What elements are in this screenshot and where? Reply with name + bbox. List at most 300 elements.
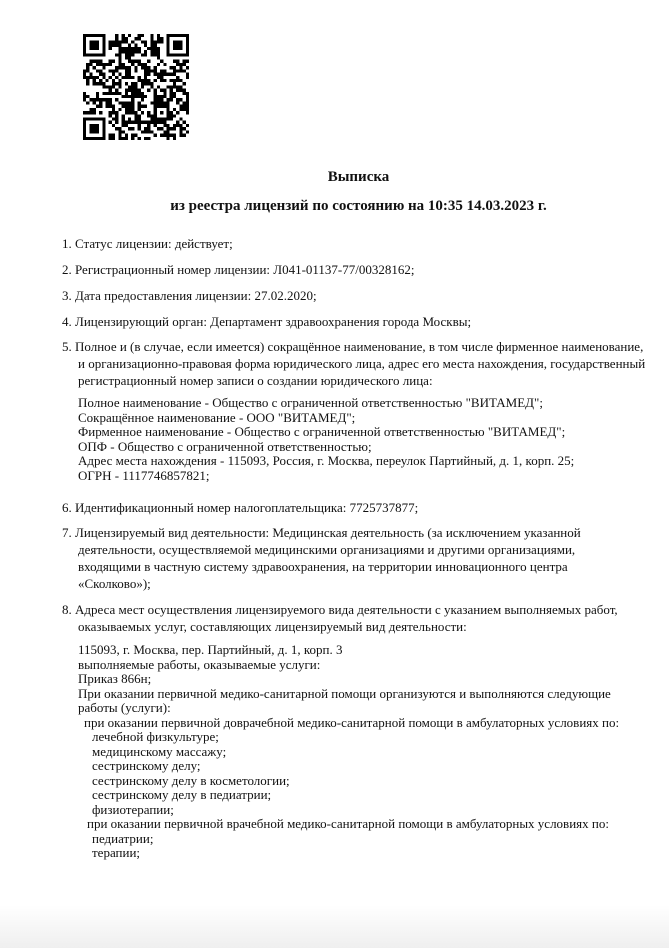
qr-module xyxy=(170,34,173,37)
qr-module xyxy=(154,40,157,43)
qr-module xyxy=(93,118,96,121)
qr-module xyxy=(179,89,182,92)
qr-module xyxy=(134,69,137,72)
item-number: 2. xyxy=(62,262,72,277)
qr-module xyxy=(115,40,118,43)
qr-module xyxy=(122,37,125,40)
qr-module xyxy=(160,118,163,121)
qr-module xyxy=(150,121,153,124)
qr-module xyxy=(125,137,128,140)
qr-module xyxy=(173,137,176,140)
org-ogrn: ОГРН - 1117746857821; xyxy=(78,467,210,483)
qr-module xyxy=(118,79,121,82)
qr-module xyxy=(93,47,96,50)
qr-module xyxy=(167,47,170,50)
qr-module xyxy=(131,98,134,101)
qr-module xyxy=(115,89,118,92)
qr-module xyxy=(183,82,186,85)
qr-module xyxy=(163,105,166,108)
qr-module xyxy=(115,69,118,72)
qr-module xyxy=(118,92,121,95)
qr-module xyxy=(179,53,182,56)
qr-module xyxy=(122,47,125,50)
item-organization-names xyxy=(62,338,653,389)
qr-module xyxy=(144,137,147,140)
qr-module xyxy=(134,114,137,117)
qr-module xyxy=(115,44,118,47)
qr-module xyxy=(112,73,115,76)
qr-module xyxy=(109,63,112,66)
qr-module xyxy=(157,37,160,40)
qr-module xyxy=(150,53,153,56)
item-text: Адреса мест осуществления лицензируемого вида деятельности с указанием выполняемых работ, оказываемых услуг, составляющих лицензируемый вид деятельности: xyxy=(75,602,618,634)
qr-module xyxy=(183,63,186,66)
qr-module xyxy=(141,98,144,101)
qr-module xyxy=(150,101,153,104)
item-number: 3. xyxy=(62,288,72,303)
qr-module xyxy=(176,44,179,47)
qr-module xyxy=(83,124,86,127)
qr-module xyxy=(125,69,128,72)
qr-module xyxy=(163,95,166,98)
item-text: Лицензируемый вид деятельности: Медицинская деятельность (за исключением указанной деятельности, осуществляемой медицинскими организациями и другими организациями, входящими в частную систему здравоохранения, на территории инновационного центра «Сколково»); xyxy=(75,525,581,591)
qr-module xyxy=(93,101,96,104)
services-group-heading: при оказании первичной врачебной медико-санитарной помощи в амбулаторных условиях по: xyxy=(87,816,609,831)
qr-module xyxy=(179,40,182,43)
qr-module xyxy=(96,105,99,108)
qr-module xyxy=(122,34,125,37)
qr-module xyxy=(154,50,157,53)
qr-module xyxy=(141,130,144,133)
qr-module xyxy=(93,137,96,140)
qr-module xyxy=(86,118,89,121)
qr-module xyxy=(167,124,170,127)
qr-module xyxy=(102,134,105,137)
qr-module xyxy=(138,108,141,111)
qr-module xyxy=(83,73,86,76)
item-licensed-activity xyxy=(62,524,626,592)
qr-module xyxy=(86,63,89,66)
qr-module xyxy=(179,69,182,72)
item-text: Статус лицензии: действует; xyxy=(75,236,233,251)
qr-module xyxy=(150,44,153,47)
qr-module xyxy=(147,124,150,127)
qr-module xyxy=(167,85,170,88)
qr-module xyxy=(186,37,189,40)
qr-module xyxy=(131,63,134,66)
qr-module xyxy=(160,121,163,124)
qr-module xyxy=(179,130,182,133)
qr-module xyxy=(89,63,92,66)
qr-module xyxy=(99,137,102,140)
qr-module xyxy=(179,79,182,82)
qr-module xyxy=(93,76,96,79)
service-item: педиатрии; xyxy=(92,830,154,846)
org-short-name: Сокращённое наименование - ООО "ВИТАМЕД"; xyxy=(78,409,356,425)
qr-module xyxy=(157,85,160,88)
qr-module xyxy=(109,92,112,95)
qr-module xyxy=(83,130,86,133)
qr-module xyxy=(138,95,141,98)
qr-module xyxy=(147,130,150,133)
qr-module xyxy=(154,124,157,127)
qr-module xyxy=(154,69,157,72)
qr-module xyxy=(115,53,118,56)
qr-module xyxy=(179,63,182,66)
qr-module xyxy=(163,124,166,127)
qr-module xyxy=(115,34,118,37)
qr-module xyxy=(128,73,131,76)
qr-module xyxy=(144,76,147,79)
qr-module xyxy=(186,53,189,56)
qr-module xyxy=(183,92,186,95)
qr-module xyxy=(173,66,176,69)
item-issue-date xyxy=(62,287,652,304)
qr-module xyxy=(128,127,131,130)
qr-module xyxy=(160,101,163,104)
qr-module xyxy=(176,34,179,37)
qr-module xyxy=(173,127,176,130)
qr-module xyxy=(93,124,96,127)
qr-module xyxy=(157,40,160,43)
qr-module xyxy=(134,82,137,85)
qr-module xyxy=(128,118,131,121)
qr-module xyxy=(83,53,86,56)
qr-module xyxy=(122,101,125,104)
qr-module xyxy=(170,66,173,69)
qr-module xyxy=(176,60,179,63)
qr-module xyxy=(173,92,176,95)
qr-module xyxy=(170,95,173,98)
qr-module xyxy=(160,69,163,72)
service-item: физиотерапии; xyxy=(92,801,174,817)
qr-module xyxy=(138,118,141,121)
qr-module xyxy=(138,101,141,104)
qr-module xyxy=(99,63,102,66)
qr-module xyxy=(150,118,153,121)
qr-module xyxy=(125,121,128,124)
qr-module xyxy=(170,98,173,101)
qr-module xyxy=(112,44,115,47)
qr-module xyxy=(157,53,160,56)
qr-module xyxy=(131,121,134,124)
qr-module xyxy=(118,82,121,85)
qr-module xyxy=(179,134,182,137)
qr-module xyxy=(125,73,128,76)
qr-module xyxy=(131,76,134,79)
qr-module xyxy=(176,79,179,82)
qr-module xyxy=(89,130,92,133)
qr-module xyxy=(86,137,89,140)
qr-module xyxy=(157,121,160,124)
qr-module xyxy=(125,124,128,127)
qr-module xyxy=(173,44,176,47)
qr-module xyxy=(141,53,144,56)
qr-module xyxy=(96,124,99,127)
qr-module xyxy=(122,121,125,124)
qr-module xyxy=(109,98,112,101)
qr-module xyxy=(138,137,141,140)
qr-module xyxy=(147,121,150,124)
qr-module xyxy=(109,114,112,117)
qr-module xyxy=(163,92,166,95)
qr-module xyxy=(138,89,141,92)
qr-module xyxy=(99,69,102,72)
qr-module xyxy=(173,47,176,50)
qr-module xyxy=(141,105,144,108)
qr-module xyxy=(128,76,131,79)
qr-module xyxy=(144,73,147,76)
qr-module xyxy=(109,121,112,124)
qr-module xyxy=(86,34,89,37)
qr-module xyxy=(147,69,150,72)
qr-module xyxy=(176,63,179,66)
qr-module xyxy=(179,85,182,88)
qr-module xyxy=(154,73,157,76)
qr-module xyxy=(157,34,160,37)
qr-module xyxy=(99,82,102,85)
qr-module xyxy=(144,50,147,53)
qr-module xyxy=(89,76,92,79)
qr-module xyxy=(83,127,86,130)
qr-module xyxy=(96,63,99,66)
qr-module xyxy=(154,66,157,69)
qr-module xyxy=(157,63,160,66)
qr-module xyxy=(134,85,137,88)
qr-module xyxy=(150,47,153,50)
qr-module xyxy=(154,111,157,114)
qr-module xyxy=(102,73,105,76)
qr-module xyxy=(125,66,128,69)
qr-module xyxy=(83,111,86,114)
qr-module xyxy=(115,82,118,85)
qr-module xyxy=(125,134,128,137)
qr-module xyxy=(93,111,96,114)
qr-module xyxy=(167,127,170,130)
qr-module xyxy=(125,40,128,43)
org-brand-name: Фирменное наименование - Общество с ограниченной ответственностью "ВИТАМЕД"; xyxy=(78,424,566,439)
qr-module xyxy=(170,73,173,76)
qr-module xyxy=(102,50,105,53)
item-licensing-authority xyxy=(62,313,652,330)
qr-module xyxy=(89,34,92,37)
qr-module xyxy=(176,111,179,114)
qr-module xyxy=(115,37,118,40)
document-subtitle: из реестра лицензий по состоянию на 10:35 14.03.2023 г. xyxy=(170,198,547,214)
qr-module xyxy=(138,47,141,50)
qr-module xyxy=(179,105,182,108)
qr-module xyxy=(179,108,182,111)
qr-module xyxy=(118,137,121,140)
qr-module xyxy=(150,40,153,43)
qr-module xyxy=(102,76,105,79)
qr-module xyxy=(131,85,134,88)
qr-module xyxy=(150,37,153,40)
item-text: Полное и (в случае, если имеется) сокращённое наименование, в том числе фирменное наименование, и организационно-правовая форма юридического лица, адрес его места нахождения, государственный регистрационный номер записи о создании юридического лица: xyxy=(75,339,646,388)
qr-module xyxy=(173,34,176,37)
qr-module xyxy=(138,124,141,127)
qr-module xyxy=(102,47,105,50)
qr-module xyxy=(83,95,86,98)
qr-module xyxy=(109,89,112,92)
qr-module xyxy=(173,60,176,63)
qr-module xyxy=(186,44,189,47)
qr-module xyxy=(89,127,92,130)
qr-module xyxy=(118,73,121,76)
qr-module xyxy=(83,118,86,121)
qr-module xyxy=(144,63,147,66)
qr-module xyxy=(183,69,186,72)
qr-module xyxy=(176,89,179,92)
qr-module xyxy=(122,137,125,140)
qr-module xyxy=(89,137,92,140)
qr-module xyxy=(109,137,112,140)
qr-module xyxy=(179,34,182,37)
qr-module xyxy=(83,121,86,124)
qr-module xyxy=(131,134,134,137)
qr-module xyxy=(157,101,160,104)
qr-module xyxy=(176,121,179,124)
qr-code-icon xyxy=(83,34,189,140)
qr-module xyxy=(138,79,141,82)
qr-module xyxy=(83,44,86,47)
qr-module xyxy=(89,40,92,43)
qr-module xyxy=(109,69,112,72)
qr-module xyxy=(170,114,173,117)
qr-module xyxy=(105,63,108,66)
qr-module xyxy=(128,89,131,92)
qr-module xyxy=(131,137,134,140)
qr-module xyxy=(102,124,105,127)
qr-module xyxy=(134,37,137,40)
activity-site-details xyxy=(78,643,640,861)
qr-module xyxy=(118,134,121,137)
qr-module xyxy=(163,69,166,72)
qr-module xyxy=(170,89,173,92)
qr-module xyxy=(89,60,92,63)
qr-module xyxy=(147,82,150,85)
qr-module xyxy=(128,108,131,111)
qr-module xyxy=(176,124,179,127)
qr-module xyxy=(96,69,99,72)
qr-module xyxy=(186,101,189,104)
qr-module xyxy=(102,44,105,47)
qr-module xyxy=(144,82,147,85)
site-order: Приказ 866н; xyxy=(78,671,152,686)
qr-module xyxy=(83,50,86,53)
qr-module xyxy=(109,60,112,63)
item-text: Идентификационный номер налогоплательщика: 7725737877; xyxy=(75,500,419,515)
qr-module xyxy=(93,108,96,111)
qr-module xyxy=(147,89,150,92)
qr-module xyxy=(105,92,108,95)
qr-module xyxy=(179,47,182,50)
qr-module xyxy=(93,127,96,130)
qr-module xyxy=(170,85,173,88)
qr-module xyxy=(131,60,134,63)
qr-module xyxy=(109,85,112,88)
qr-module xyxy=(118,108,121,111)
qr-module xyxy=(144,95,147,98)
qr-module xyxy=(125,76,128,79)
qr-module xyxy=(183,101,186,104)
qr-module xyxy=(118,130,121,133)
qr-module xyxy=(128,47,131,50)
qr-module xyxy=(176,98,179,101)
qr-module xyxy=(122,130,125,133)
qr-module xyxy=(157,127,160,130)
qr-module xyxy=(96,44,99,47)
qr-module xyxy=(131,92,134,95)
qr-module xyxy=(183,34,186,37)
qr-module xyxy=(134,47,137,50)
qr-module xyxy=(115,127,118,130)
qr-module xyxy=(115,114,118,117)
qr-module xyxy=(141,92,144,95)
qr-module xyxy=(170,118,173,121)
qr-module xyxy=(125,105,128,108)
qr-module xyxy=(112,124,115,127)
qr-module xyxy=(109,76,112,79)
qr-module xyxy=(173,53,176,56)
qr-module xyxy=(89,111,92,114)
qr-module xyxy=(141,82,144,85)
qr-module xyxy=(138,63,141,66)
qr-module xyxy=(96,118,99,121)
qr-module xyxy=(176,76,179,79)
qr-module xyxy=(183,121,186,124)
qr-module xyxy=(138,105,141,108)
qr-module xyxy=(96,98,99,101)
qr-module xyxy=(138,76,141,79)
qr-module xyxy=(131,82,134,85)
qr-module xyxy=(167,108,170,111)
qr-module xyxy=(131,40,134,43)
qr-module xyxy=(154,44,157,47)
qr-module xyxy=(160,76,163,79)
qr-module xyxy=(154,98,157,101)
qr-module xyxy=(154,79,157,82)
qr-module xyxy=(154,118,157,121)
qr-module xyxy=(173,108,176,111)
qr-module xyxy=(147,114,150,117)
qr-module xyxy=(89,108,92,111)
qr-module xyxy=(122,124,125,127)
qr-module xyxy=(93,130,96,133)
qr-module xyxy=(115,111,118,114)
qr-module xyxy=(147,79,150,82)
qr-module xyxy=(160,105,163,108)
qr-module xyxy=(163,130,166,133)
qr-module xyxy=(105,105,108,108)
qr-module xyxy=(109,101,112,104)
qr-module xyxy=(150,114,153,117)
qr-module xyxy=(157,47,160,50)
item-text: Дата предоставления лицензии: 27.02.2020; xyxy=(75,288,317,303)
qr-module xyxy=(134,92,137,95)
qr-module xyxy=(179,124,182,127)
qr-module xyxy=(89,47,92,50)
org-address: Адрес места нахождения - 115093, Россия, г. Москва, переулок Партийный, д. 1, корп. 25; xyxy=(78,453,575,468)
qr-module xyxy=(83,69,86,72)
qr-module xyxy=(154,89,157,92)
qr-module xyxy=(141,111,144,114)
qr-module xyxy=(89,44,92,47)
qr-module xyxy=(134,50,137,53)
qr-module xyxy=(102,98,105,101)
qr-module xyxy=(131,105,134,108)
qr-module xyxy=(138,60,141,63)
